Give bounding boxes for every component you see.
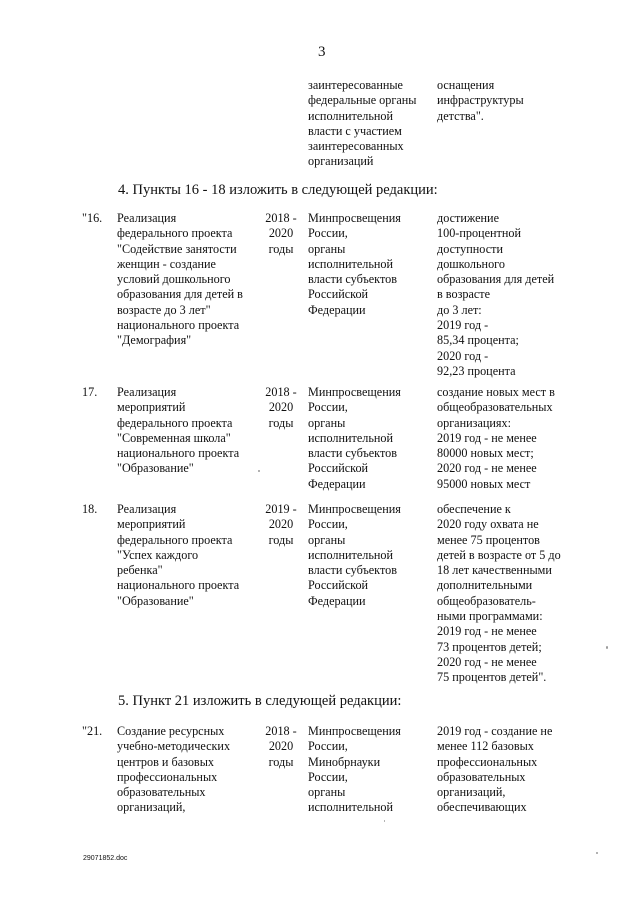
row-result: обеспечение к 2020 году охвата не менее 75 процентов детей в возрасте от 5 до 18 лет качественными дополнительными общеобразователь- ными программами: 2019 год - не менее 73 процентов детей; 2020 год - не менее 75 процентов детей".: [437, 502, 561, 685]
scan-speck: [596, 852, 598, 854]
row-years: 2018 - 2020 годы: [265, 724, 297, 769]
row-number: "21.: [82, 724, 103, 738]
row-executors: Минпросвещения России, Минобрнауки России, органы исполнительной: [308, 724, 401, 815]
row-executors: Минпросвещения России, органы исполнительной власти субъектов Российской Федерации: [308, 385, 401, 491]
document-footer: 29071852.doc: [83, 855, 128, 862]
section-heading-4: 4. Пункты 16 - 18 изложить в следующей редакции:: [118, 182, 438, 198]
row-title: Создание ресурсных учебно-методических центров и базовых профессиональных образовательных организаций,: [117, 724, 231, 815]
row-result: 2019 год - создание не менее 112 базовых профессиональных образовательных организаций, обеспечивающих: [437, 724, 553, 815]
page-number: 3: [318, 44, 326, 60]
row-title: Реализация мероприятий федерального проекта "Современная школа" национального проекта "Образование": [117, 385, 240, 476]
row-years: 2019 - 2020 годы: [265, 502, 297, 547]
continuation-executors: заинтересованные федеральные органы исполнительной власти с участием заинтересованных организаций: [308, 78, 417, 169]
row-number: 17.: [82, 385, 98, 399]
row-title: Реализация федерального проекта "Содействие занятости женщин - создание условий дошкольного образования для детей в возрасте до 3 лет" национального проекта "Демография": [117, 211, 243, 348]
scan-speck: [384, 820, 385, 822]
row-result: достижение 100-процентной доступности дошкольного образования для детей в возрасте до 3 лет: 2019 год - 85,34 процента; 2020 год - 92,23 процента: [437, 211, 555, 378]
row-number: 18.: [82, 502, 98, 516]
row-number: "16.: [82, 211, 103, 225]
row-executors: Минпросвещения России, органы исполнительной власти субъектов Российской Федерации: [308, 502, 401, 608]
row-result: создание новых мест в общеобразовательных организациях: 2019 год - не менее 80000 новых мест; 2020 год - не менее 95000 новых мест: [437, 385, 555, 491]
row-title: Реализация мероприятий федерального проекта "Успех каждого ребенка" национального проекта "Образование": [117, 502, 240, 608]
scan-speck: [258, 470, 260, 472]
row-years: 2018 - 2020 годы: [265, 211, 297, 256]
row-executors: Минпросвещения России, органы исполнительной власти субъектов Российской Федерации: [308, 211, 401, 317]
scan-speck: [606, 646, 608, 649]
row-years: 2018 - 2020 годы: [265, 385, 297, 430]
continuation-result: оснащения инфраструктуры детства".: [437, 78, 524, 123]
section-heading-5: 5. Пункт 21 изложить в следующей редакции:: [118, 693, 402, 709]
